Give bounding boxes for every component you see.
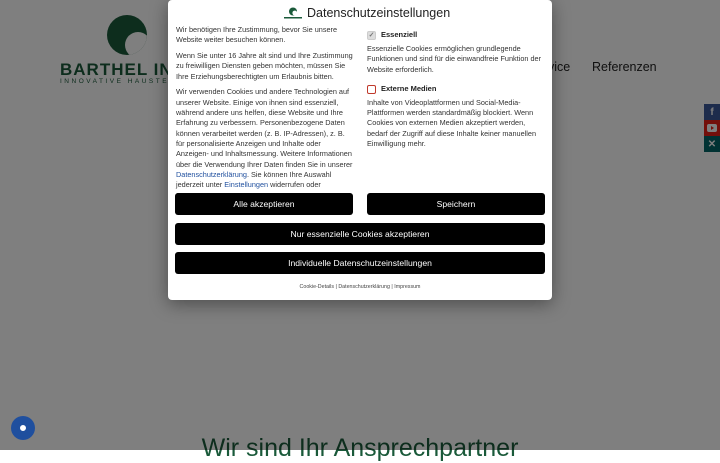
category-essential-label: Essenziell <box>381 30 418 40</box>
category-external-media-label: Externe Medien <box>381 84 437 94</box>
individual-settings-button[interactable]: Individuelle Datenschutzeinstellungen <box>175 252 545 274</box>
accept-essential-only-button[interactable]: Nur essenzielle Cookies akzeptieren <box>175 223 545 245</box>
consent-categories <box>367 30 543 158</box>
intro-paragraph-1: Wir benötigen Ihre Zustimmung, bevor Sie unsere Website weiter besuchen können. <box>176 25 338 45</box>
save-button[interactable]: Speichern <box>367 193 545 215</box>
privacy-settings-dialog <box>168 0 552 300</box>
footer-separator: | <box>391 284 393 290</box>
accept-all-button[interactable]: Alle akzeptieren <box>175 193 353 215</box>
intro-paragraph-2: Wenn Sie unter 16 Jahre alt sind und Ihre Zustimmung zu freiwilligen Diensten geben möchten, müssen Sie Ihre Erziehungsberechtigten um Erlaubnis bitten. <box>176 51 353 81</box>
cookie-details-link[interactable]: Cookie-Details <box>299 284 334 290</box>
settings-link[interactable]: Einstellungen <box>224 180 269 190</box>
category-essential-description: Essenzielle Cookies ermöglichen grundlegende Funktionen und sind für die einwandfreie Funktion der Website erforderlich. <box>367 44 542 74</box>
consent-intro-text <box>176 25 354 206</box>
cookie-settings-gear-icon[interactable] <box>11 416 35 440</box>
privacy-policy-link[interactable]: Datenschutzerklärung <box>176 169 247 179</box>
dialog-title: Datenschutzeinstellungen <box>307 6 451 20</box>
essential-checkbox[interactable]: ✓ <box>368 32 375 39</box>
external-media-checkbox[interactable] <box>367 85 376 94</box>
intro-paragraph-3: Wir verwenden Cookies und andere Technologien auf unserer Website. Einige von ihnen sind essenziell, während andere uns helfen, diese Website und Ihre Erfahrung zu verbessern. Personenbezogene Daten können verarbeitet werden (z. B. IP-Adressen), z. B. für personalisierte Anzeigen und Inhalte oder Anzeigen- und Inhaltsmessung. Weitere Informationen über die Verwendung Ihrer Daten finden Sie in unserer Datenschutzerklärung. Sie können Ihre Auswahl jederzeit unter Einstellungen widerrufen oder <box>176 87 353 190</box>
privacy-policy-footer-link[interactable]: Datenschutzerklärung <box>338 284 390 290</box>
dialog-footer-links <box>168 284 552 290</box>
category-external-media-header[interactable] <box>367 84 543 95</box>
imprint-link[interactable]: Impressum <box>394 284 421 290</box>
category-essential-header[interactable] <box>367 30 543 41</box>
category-external-media-description: Inhalte von Videoplattformen und Social-Media-Plattformen werden standardmäßig blockiert. Wenn Cookies von externen Medien akzeptiert werden, bedarf der Zugriff auf diese Inhalte keiner manuellen Einwilligung mehr. <box>367 97 537 149</box>
footer-separator: | <box>335 284 337 290</box>
dialog-brand-logo-icon <box>282 7 304 20</box>
